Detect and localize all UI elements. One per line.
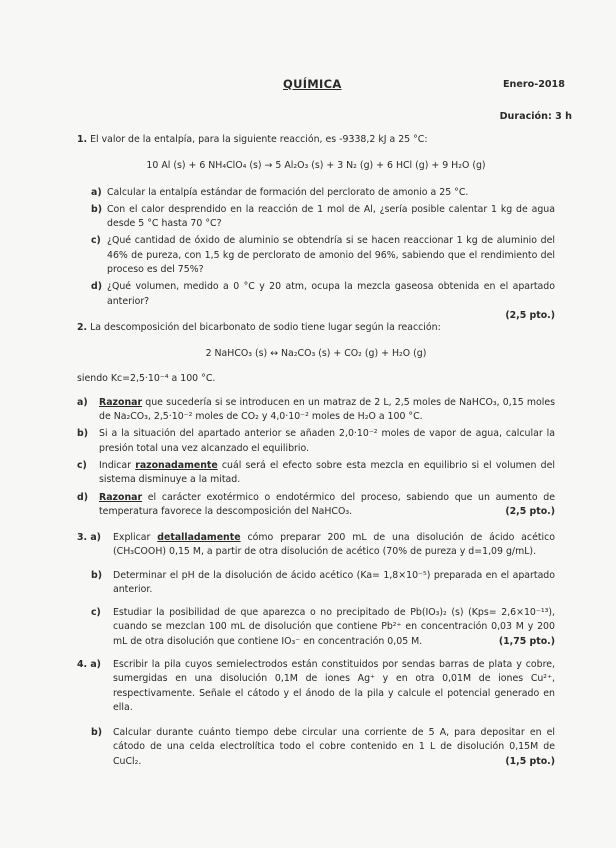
subquestion-d: d) ¿Qué volumen, medido a 0 °C y 20 atm, ocupa la mezcla gaseosa obtenida en el apartado anterior? — [91, 281, 555, 307]
subquestion-a: a) Razonar que sucedería si se introducen en un matraz de 2 L, 2,5 moles de NaHCO₃, 0,15 moles de Na₂CO₃, 2,5·10⁻² moles de CO₂ y 4,0·10⁻² moles de H₂O a 100 °C. — [77, 396, 556, 423]
subquestion-c: c) Estudiar la posibilidad de que aparezca o no precipitado de Pb(IO₃)₂ (s) (Kps= 2,6×10⁻¹³), cuando se mezclan 100 mL de disolución que contiene Pb²⁺ en concentración 0,03 M y 200 mL de otra disolución que contiene IO₃⁻ en concentración 0,05 M. (1,75 pto.) — [77, 606, 555, 649]
equilibrium-constant: siendo Kc=2,5·10⁻⁴ a 100 °C. — [77, 372, 216, 384]
reaction-equation: 2 NaHCO₃ (s) ↔ Na₂CO₃ (s) + CO₂ (g) + H₂O (g) — [205, 348, 427, 360]
question-number: 1. — [77, 134, 88, 145]
subquestion-b: b) Calcular durante cuánto tiempo debe circular una corriente de 5 A, para depositar en el cátodo de una celda electrolítica todo el cobre contenido en 1 L de disolución 0,15M de CuCl₂. (1,5 pto.) — [77, 726, 555, 769]
subquestion-a: 3. a) Explicar detalladamente cómo preparar 200 mL de una disolución de ácido acético (CH₃COOH) 0,15 M, a partir de otra disolución de acético (70% de pureza y d=1,09 g/mL). — [77, 532, 556, 558]
subquestion-a: a) Calcular la entalpía estándar de formación del perclorato de amonio a 25 °C. — [91, 186, 469, 198]
subquestion-c: c) Indicar razonadamente cuál será el efecto sobre esta mezcla en equilibrio si el volumen del sistema disminuye a la mitad. — [77, 460, 555, 486]
question-2 — [77, 321, 555, 519]
exam-duration: Duración: 3 h — [499, 111, 572, 122]
points: (1,5 pto.) — [505, 755, 555, 767]
question-number: 2. — [77, 322, 88, 333]
subquestion-b: b) Si a la situación del apartado anterior se añaden 2,0·10⁻² moles de vapor de agua, calcular la presión total una vez alcanzado el equilibrio. — [77, 428, 555, 454]
exam-date: Enero-2018 — [503, 79, 565, 90]
subquestion-a: 4. a) Escribir la pila cuyos semielectrodos están constituidos por sendas barras de plata y cobre, sumergidas en una disolución 0,1M de iones Ag⁺ y en otra 0,01M de iones Cu²⁺, respectivamente. Señale el cátodo y el ánodo de la pila y calcule el potencial generado en ella. — [77, 659, 555, 713]
question-1: 1. El valor de la entalpía, para la siguiente reacción, es -9338,2 kJ a 25 °C: 10 Al (s) + 6 NH₄ClO₄ (s) → 5 Al₂O₃ (s) + 3 N₂ (g) + 6 HCl (g) + 9 H₂O (g) a) Calcular la entalpía estándar de formación del perclorato de amonio a 25 °C. b) Con el calor desprendido en la reacción de 1 mol de Al, ¿sería posible calentar 1 kg de agua desde 5 °C hasta 70 °C? c) ¿Qué cantidad de óxido de aluminio se obtendría si se hacen reaccionar 1 kg de aluminio del 46% de pureza, con 1,5 kg de perclorato de amonio del 96%, sabiendo que el rendimiento del proceso es del 75%? d) ¿Qué volumen, medido a 0 °C y 20 atm, ocupa la mezcla gaseosa obtenida en el apartado anterior? (2,5 pto.) — [77, 134, 555, 321]
reaction-equation: 10 Al (s) + 6 NH₄ClO₄ (s) → 5 Al₂O₃ (s) + 3 N₂ (g) + 6 HCl (g) + 9 H₂O (g) — [146, 160, 486, 172]
subquestion-c: c) ¿Qué cantidad de óxido de aluminio se obtendría si se hacen reaccionar 1 kg de aluminio del 46% de pureza, con 1,5 kg de perclorato de amonio del 96%, sabiendo que el rendimiento del proceso es del 75%? — [91, 235, 555, 276]
subquestion-d: d) Razonar el carácter exotérmico o endotérmico del proceso, sabiendo que un aumento de temperatura favorece la descomposición del NaHCO₃. (2,5 pto.) — [77, 491, 555, 520]
question-intro: El valor de la entalpía, para la siguiente reacción, es -9338,2 kJ a 25 °C: — [90, 134, 428, 145]
question-4 — [77, 658, 555, 769]
subquestion-b: b) Determinar el pH de la disolución de ácido acético (Ka= 1,8×10⁻⁵) preparada en el apartado anterior. — [91, 569, 555, 595]
points: (2,5 pto.) — [505, 505, 555, 517]
subquestion-b: b) Con el calor desprendido en la reacción de 1 mol de Al, ¿sería posible calentar 1 kg de agua desde 5 °C hasta 70 °C? — [91, 203, 555, 230]
question-intro: La descomposición del bicarbonato de sodio tiene lugar según la reacción: — [90, 322, 441, 333]
page-title: QUÍMICA — [283, 77, 342, 91]
question-3 — [77, 531, 555, 649]
points: (1,75 pto.) — [498, 635, 555, 647]
